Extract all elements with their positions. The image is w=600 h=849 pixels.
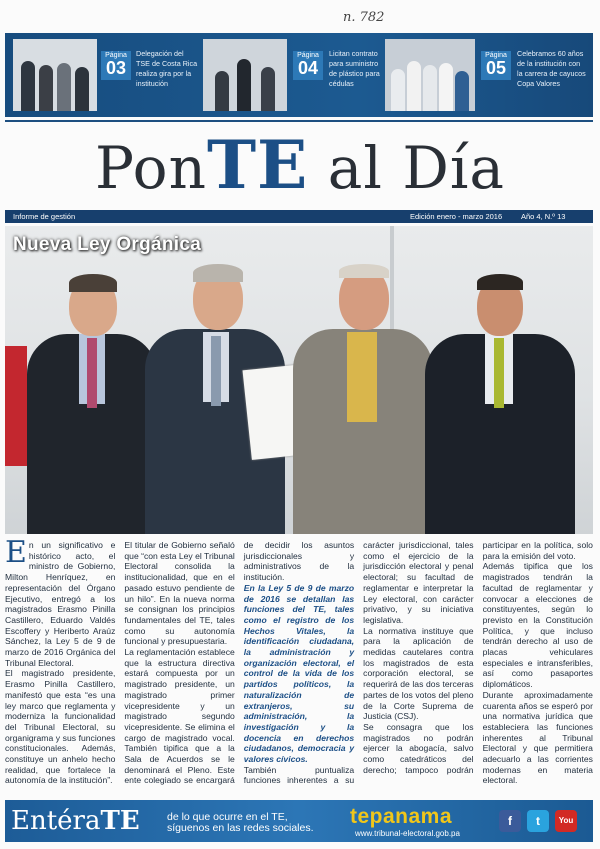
masthead — [0, 125, 600, 205]
paragraph: La reglamentación establece que la estructura directiva estará compuesta por un magistrado presidente, un magistrado primer vicepresidente y un magistrado segundo vicepresidente. Se elimina el cargo de magistrado vocal. También tipifica que a la Sala de Acuerdos se le denominará el Pleno. Este ente colegiado se encargará de decidir los asuntos jurisdiccionales y administrativos de la institución. — [124, 540, 355, 786]
page-badge: Página 03 — [101, 51, 131, 80]
person-1 — [27, 276, 157, 534]
teaser-page-03[interactable] — [13, 39, 198, 111]
teaser-photo — [13, 39, 97, 111]
teaser-text: Celebramos 60 años de la institución con la carrera de cayucos Copa Valores — [517, 49, 586, 88]
paragraph: También puntualiza funciones inherentes a su carácter jurisdiccional, tales como el ejercicio de la jurisdicción electoral y penal electoral; su facultad de reglamentar e interpretar la Ley electoral, con carácter privativo, y su iniciativa legislativa. — [243, 540, 474, 786]
person-3 — [293, 266, 433, 534]
youtube-icon[interactable]: You — [555, 810, 577, 832]
teaser-photo — [385, 39, 475, 111]
headline: Nueva Ley Orgánica — [13, 234, 202, 255]
person-4 — [425, 276, 575, 534]
issue-label: Año 4, N.º 13 — [521, 212, 566, 221]
twitter-icon[interactable]: t — [527, 810, 549, 832]
paragraph: En un significativo e histórico acto, el ministro de Gobierno, Milton Henríquez, en representación del Órgano Ejecutivo, entregó a los magistrados Erasmo Pinilla Castillero, Eduardo Valdés Escoffery y Heriberto Araúz Sánchez, la Ley 5 de 9 de marzo de 2016 Orgánica del Tribunal Electoral. — [5, 535, 116, 668]
handwritten-note: n. 782 — [343, 10, 385, 25]
paragraph: La normativa instituye que para la aplicación de medidas cautelares contra los magistrados de esta corporación electoral, se requerirá de las dos terceras partes de los votos del pleno de la Corte Suprema de Justicia (CSJ). — [363, 625, 474, 722]
footer-url[interactable]: www.tribunal-electoral.gob.pa — [355, 829, 460, 838]
paragraph: Se consagra que los magistrados no podrán ejercer la abogacía, salvo como catedráticos del derecho; tampoco podrán participar en la política, solo para la emisión del voto. — [363, 540, 593, 775]
info-bar — [5, 210, 593, 223]
drop-cap: E — [5, 535, 27, 570]
page-badge: Página 05 — [481, 51, 511, 80]
page-badge: Página 04 — [293, 51, 323, 80]
divider — [5, 120, 593, 122]
paragraph: Durante aproximadamente cuarenta años se esperó por una normativa jurídica que estableciera las funciones inherentes al Tribunal Electoral y que permitiera adecuarlo a las corrientes modernas en materia electoral. — [482, 689, 593, 786]
masthead-title: PonTE al Día — [94, 126, 505, 204]
footer-banner — [5, 800, 593, 842]
footer-brand: tepanama — [350, 805, 453, 828]
facebook-icon[interactable]: f — [499, 810, 521, 832]
main-photo — [5, 226, 593, 534]
highlight-paragraph: En la Ley 5 de 9 de marzo de 2016 se detallan las funciones del TE, tales como el registro de los Hechos Vitales, la identificación ciudadana, la administración y organización electoral, el control de la vida de los partidos políticos, la naturalización de extranjeros, su administración, la investigación y la docencia en derechos ciudadanos, democracia y valores cívicos. — [243, 582, 355, 765]
teaser-page-05[interactable] — [385, 39, 590, 111]
flag — [5, 346, 27, 466]
edition-label: Edición enero - marzo 2016 — [410, 212, 503, 221]
teaser-text: Delegación del TSE de Costa Rica realiza gira por la institución — [136, 49, 198, 88]
teaser-page-04[interactable] — [203, 39, 393, 111]
article-body — [5, 535, 593, 798]
paragraph: El titular de Gobierno señaló que “con esta Ley el Tribunal Electoral consolida la institucionalidad, que en el pasado estuvo pendiente de un hilo”. En la nueva norma se consignan los principios fundamentales del TE, tales como su autonomía funcional y presupuestaria. — [124, 540, 235, 647]
teaser-text: Licitan contrato para suministro de plástico para cédulas — [329, 49, 380, 88]
teaser-photo — [203, 39, 287, 111]
section-label: Informe de gestión — [13, 212, 76, 221]
paragraph: El magistrado presidente, Erasmo Pinilla Castillero, manifestó que esta “es una ley marco que reglamenta y moderniza la funcionalidad del Tribunal Electoral, su organigrama y sus funciones constitucionales. Además, constituye un anhelo hecho realidad, que fortalece la autonomía de la institución”. — [5, 668, 116, 786]
footer-text: de lo que ocurre en el TE, síguenos en las redes sociales. — [167, 811, 314, 834]
teaser-strip — [5, 33, 593, 117]
paragraph: Además tipifica que los magistrados tendrán la facultad de reglamentar y convocar a elecciones de constituyentes, según lo previsto en la Constitución Política, y que incluso tendrán derecho al uso de placas vehiculares especiales e intransferibles, así como pasaportes diplomáticos. — [482, 561, 593, 690]
footer-logo: EntéraTE — [11, 806, 140, 836]
